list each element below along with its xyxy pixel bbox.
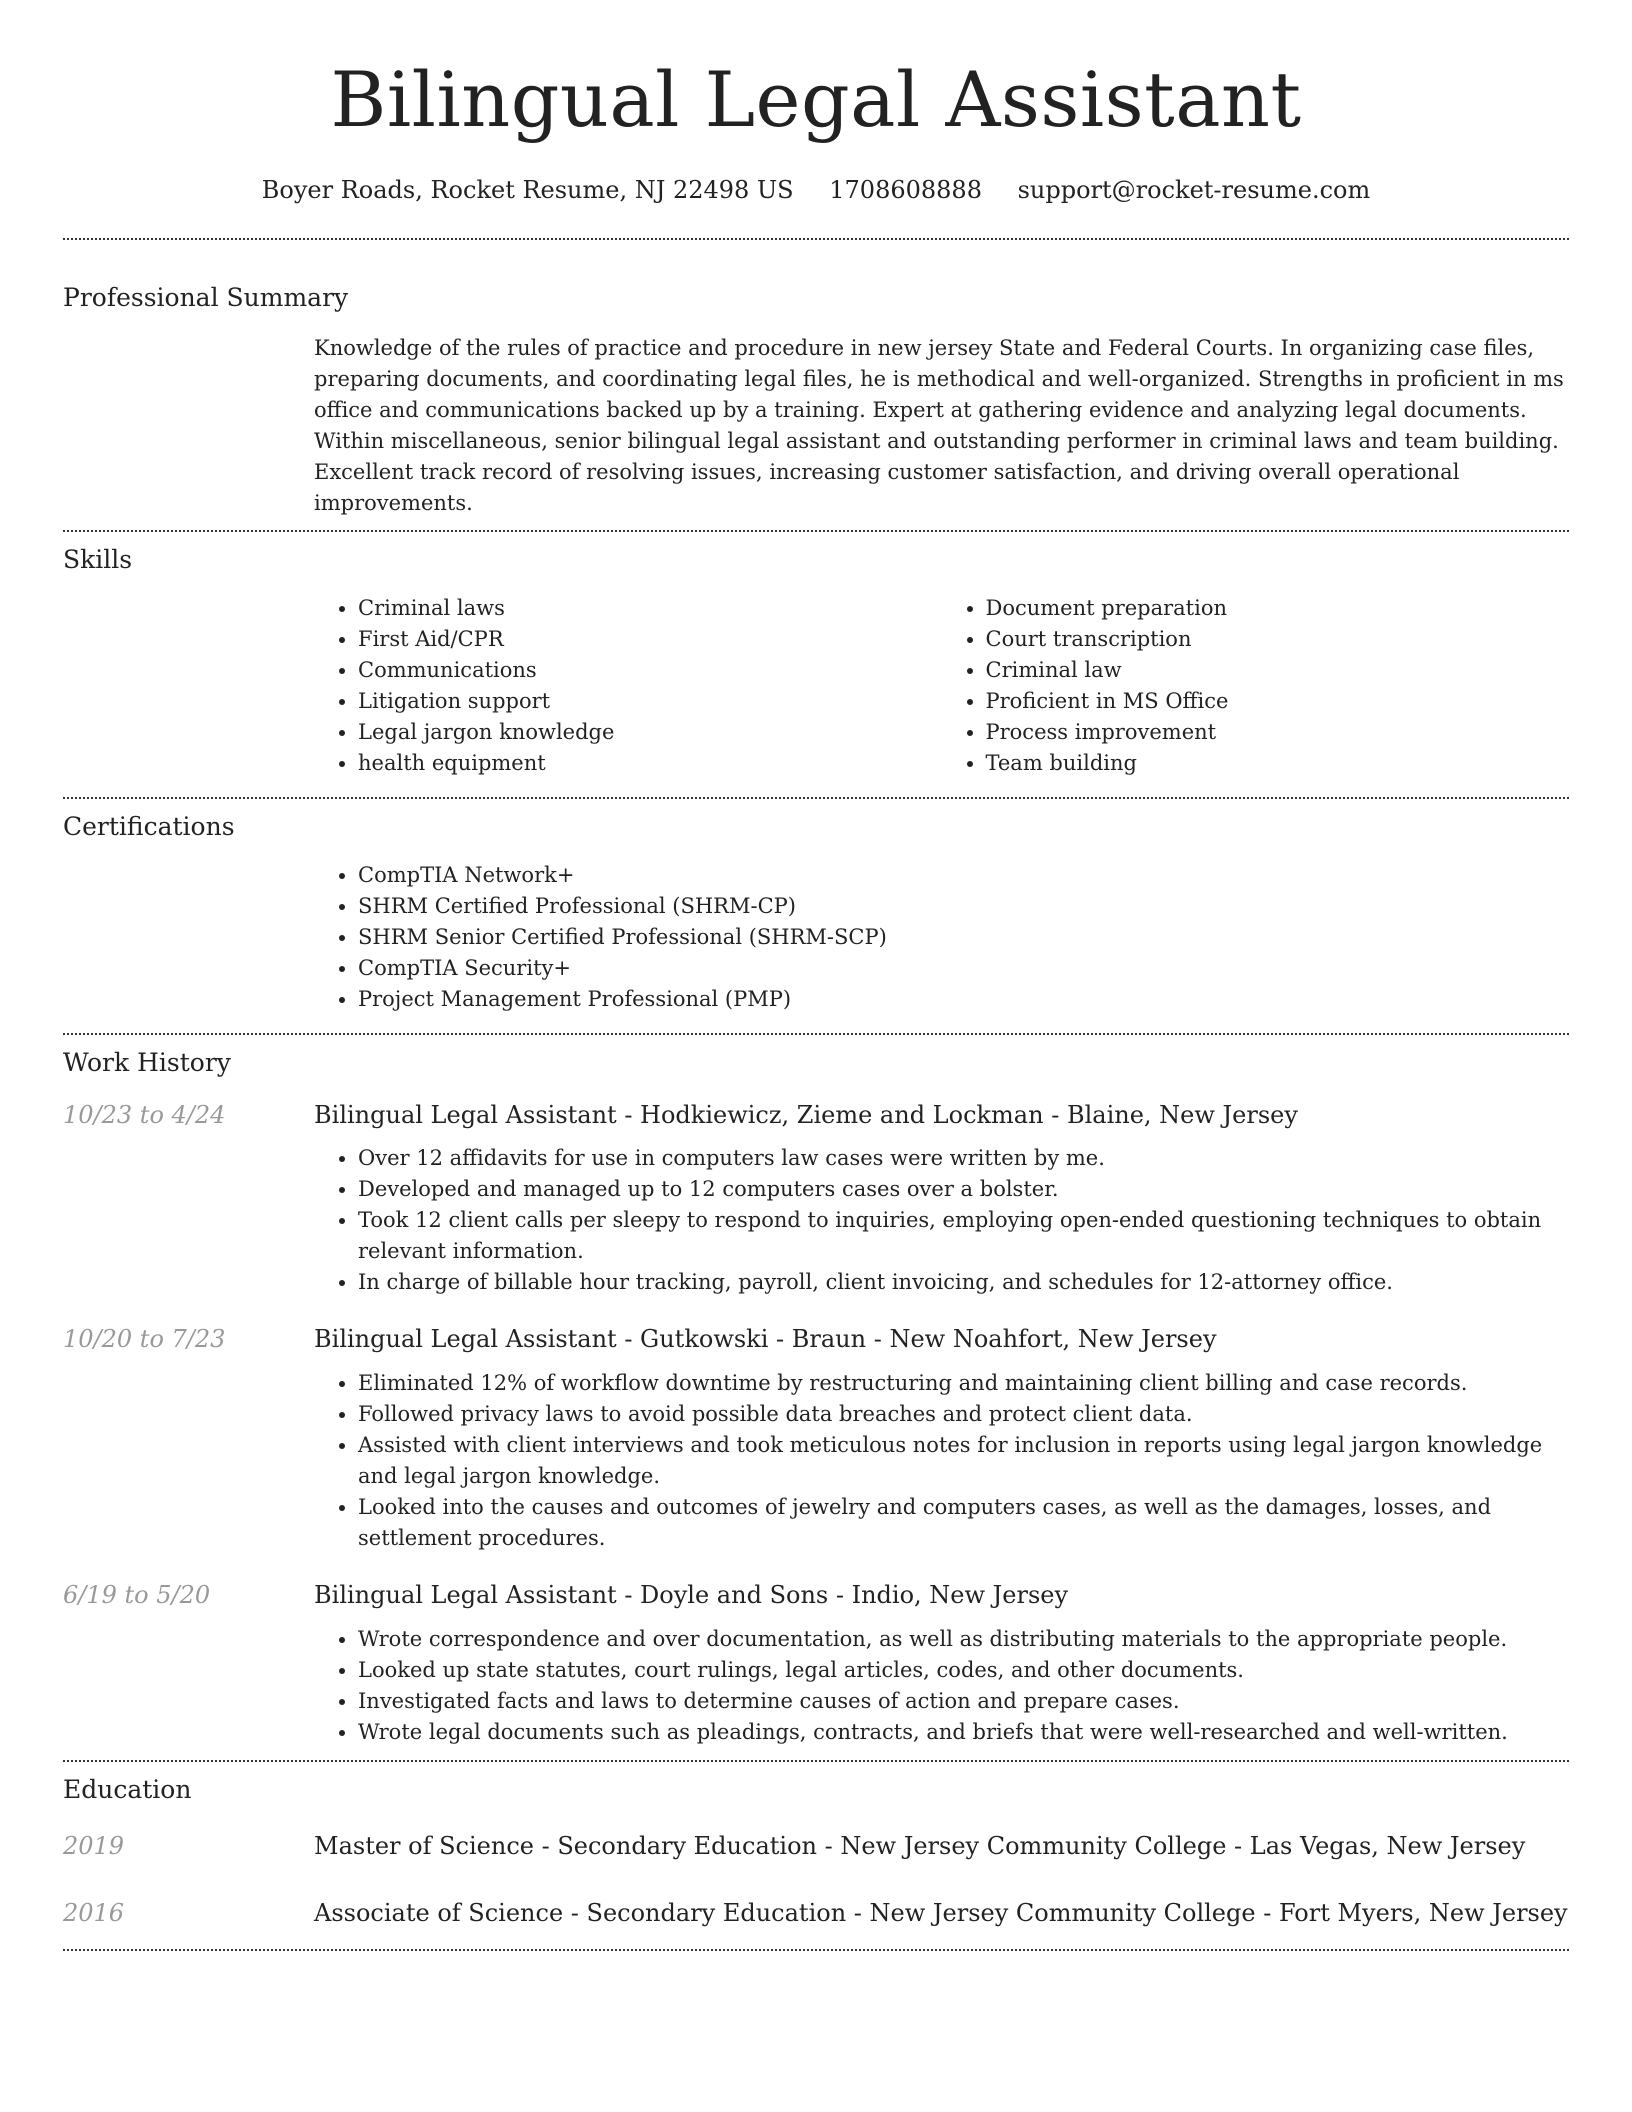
job-bullet: • Over 12 affidavits for use in computers law cases were written by me. bbox=[358, 1143, 1569, 1174]
section-title-skills: Skills bbox=[63, 545, 133, 574]
job-bullet: • Followed privacy laws to avoid possible data breaches and protect client data. bbox=[358, 1399, 1569, 1430]
certification-item: • CompTIA Security+ bbox=[358, 953, 1569, 984]
skill-item: • Proficient in MS Office bbox=[986, 686, 1570, 717]
resume-name: Bilingual Legal Assistant bbox=[330, 55, 1302, 144]
summary-section bbox=[63, 281, 1569, 519]
section-title-summary: Professional Summary bbox=[63, 283, 349, 312]
skill-item: • Criminal laws bbox=[358, 593, 942, 624]
job-bullet: • Wrote correspondence and over documentation, as well as distributing materials to the appropriate people. bbox=[358, 1624, 1569, 1655]
job-bullet: • Developed and managed up to 12 computers cases over a bolster. bbox=[358, 1174, 1569, 1205]
skill-item: • Process improvement bbox=[986, 717, 1570, 748]
skill-item: • Communications bbox=[358, 655, 942, 686]
job-bullets bbox=[314, 1368, 1569, 1554]
certification-item: • SHRM Senior Certified Professional (SHRM-SCP) bbox=[358, 922, 1569, 953]
contact-line bbox=[63, 174, 1569, 206]
job-bullet: • Investigated facts and laws to determine causes of action and prepare cases. bbox=[358, 1686, 1569, 1717]
divider bbox=[63, 1033, 1569, 1035]
contact-email: support@rocket-resume.com bbox=[1017, 176, 1371, 204]
skills-column-left bbox=[314, 593, 942, 779]
certifications-section bbox=[63, 810, 1569, 1015]
contact-phone: 1708608888 bbox=[829, 176, 982, 204]
skills-section bbox=[63, 543, 1569, 779]
skill-item: • Criminal law bbox=[986, 655, 1570, 686]
certifications-list bbox=[314, 860, 1569, 1015]
skills-column-right bbox=[942, 593, 1570, 779]
education-section bbox=[63, 1773, 1569, 1930]
section-title-work-history: Work History bbox=[63, 1048, 231, 1077]
job-bullets bbox=[314, 1624, 1569, 1748]
skill-item: • First Aid/CPR bbox=[358, 624, 942, 655]
divider bbox=[63, 1760, 1569, 1762]
summary-text: Knowledge of the rules of practice and procedure in new jersey State and Federal Courts. In organizing case files, preparing documents, and coordinating legal files, he is methodical and well-organized. Strengths in proficient in ms office and communications backed up by a training. Expert at gathering evidence and analyzing legal documents. Within miscellaneous, senior bilingual legal assistant and outstanding performer in criminal laws and team building. Excellent track record of resolving issues, increasing customer satisfaction, and driving overall operational improvements. bbox=[314, 336, 1564, 515]
job-bullet: • Eliminated 12% of workflow downtime by restructuring and maintaining client billing and case records. bbox=[358, 1368, 1569, 1399]
skill-item: • Legal jargon knowledge bbox=[358, 717, 942, 748]
divider bbox=[63, 530, 1569, 532]
certification-item: • Project Management Professional (PMP) bbox=[358, 984, 1569, 1015]
section-title-education: Education bbox=[63, 1775, 192, 1804]
job-bullet: • Assisted with client interviews and took meticulous notes for inclusion in reports using legal jargon knowledge and legal jargon knowledge. bbox=[358, 1430, 1569, 1492]
job-dates: 6/19 to 5/20 bbox=[63, 1581, 211, 1609]
job-dates: 10/20 to 7/23 bbox=[63, 1325, 226, 1353]
job-entry bbox=[63, 1578, 1569, 1748]
skill-item: • health equipment bbox=[358, 748, 942, 779]
job-dates: 10/23 to 4/24 bbox=[63, 1101, 226, 1129]
job-entry bbox=[63, 1098, 1569, 1298]
job-bullet: • Wrote legal documents such as pleadings, contracts, and briefs that were well-researched and well-written. bbox=[358, 1717, 1569, 1748]
job-entry bbox=[63, 1322, 1569, 1554]
job-title: Bilingual Legal Assistant - Gutkowski - Braun - New Noahfort, New Jersey bbox=[314, 1325, 1217, 1353]
skill-item: • Court transcription bbox=[986, 624, 1570, 655]
skills-list bbox=[314, 593, 1569, 779]
divider bbox=[63, 1949, 1569, 1951]
contact-address: Boyer Roads, Rocket Resume, NJ 22498 US bbox=[261, 176, 794, 204]
education-year: 2019 bbox=[63, 1832, 125, 1860]
divider bbox=[63, 797, 1569, 799]
skill-item: • Document preparation bbox=[986, 593, 1570, 624]
job-title: Bilingual Legal Assistant - Doyle and Sons - Indio, New Jersey bbox=[314, 1581, 1069, 1609]
certification-item: • SHRM Certified Professional (SHRM-CP) bbox=[358, 891, 1569, 922]
education-degree: Associate of Science - Secondary Education - New Jersey Community College - Fort Myers, New Jersey bbox=[314, 1899, 1568, 1927]
divider bbox=[63, 238, 1569, 240]
job-title: Bilingual Legal Assistant - Hodkiewicz, Zieme and Lockman - Blaine, New Jersey bbox=[314, 1101, 1298, 1129]
skill-item: • Litigation support bbox=[358, 686, 942, 717]
section-title-certifications: Certifications bbox=[63, 812, 235, 841]
job-bullet: • Looked into the causes and outcomes of jewelry and computers cases, as well as the damages, losses, and settlement procedures. bbox=[358, 1492, 1569, 1554]
education-degree: Master of Science - Secondary Education - New Jersey Community College - Las Vegas, New Jersey bbox=[314, 1832, 1526, 1860]
education-year: 2016 bbox=[63, 1899, 125, 1927]
education-entry bbox=[63, 1896, 1569, 1930]
job-bullet: • Looked up state statutes, court rulings, legal articles, codes, and other documents. bbox=[358, 1655, 1569, 1686]
skill-item: • Team building bbox=[986, 748, 1570, 779]
education-entry bbox=[63, 1829, 1569, 1863]
job-bullet: • Took 12 client calls per sleepy to respond to inquiries, employing open-ended questioning techniques to obtain relevant information. bbox=[358, 1205, 1569, 1267]
certification-item: • CompTIA Network+ bbox=[358, 860, 1569, 891]
job-bullet: • In charge of billable hour tracking, payroll, client invoicing, and schedules for 12-attorney office. bbox=[358, 1267, 1569, 1298]
work-history-section bbox=[63, 1046, 1569, 1748]
job-bullets bbox=[314, 1143, 1569, 1298]
